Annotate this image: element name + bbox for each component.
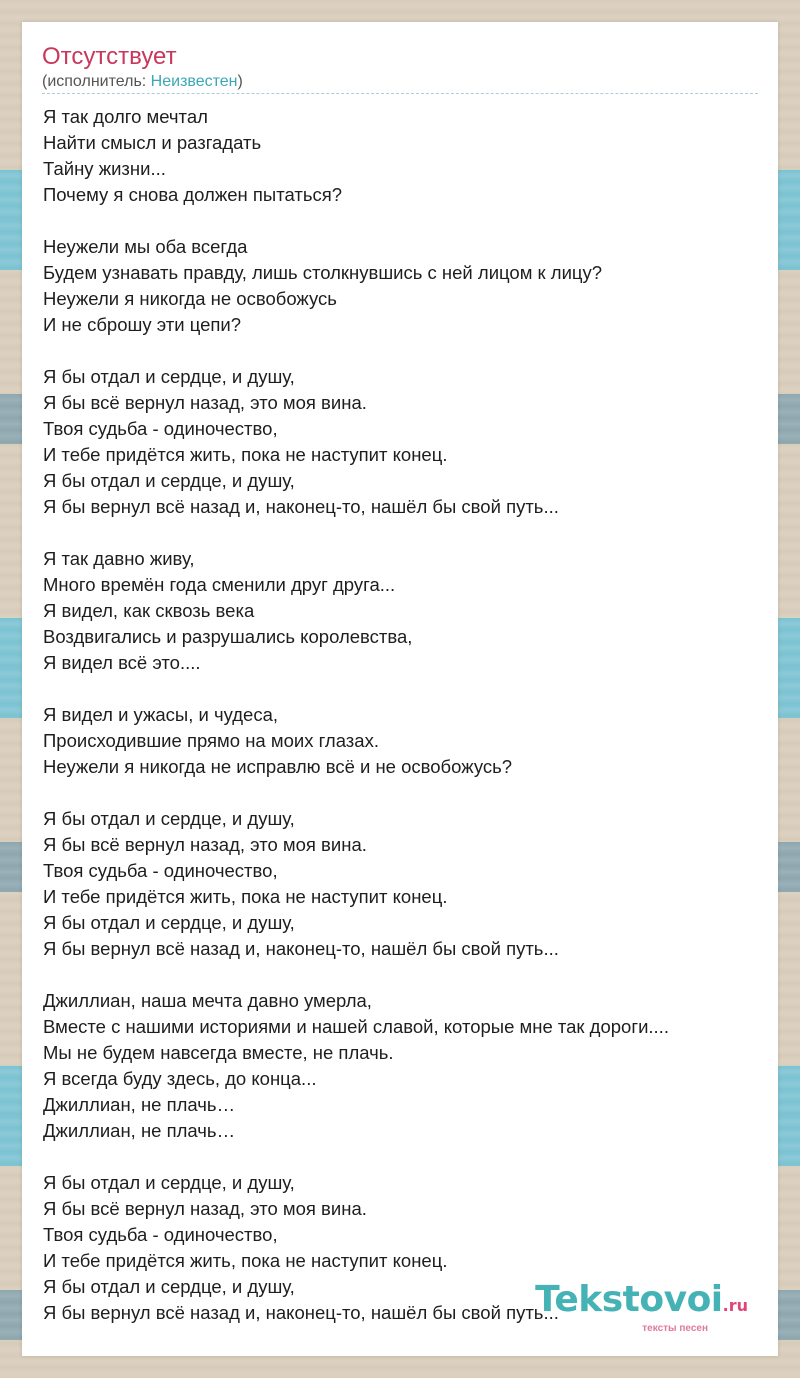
divider — [42, 93, 758, 94]
lyrics-line: Почему я снова должен пытаться? — [43, 184, 343, 205]
lyrics-stanza — [43, 988, 763, 1144]
lyrics-line: Воздвигались и разрушались королевства, — [43, 626, 413, 647]
lyrics-line: И тебе придётся жить, пока не наступит конец. — [43, 886, 448, 907]
lyrics-line: Мы не будем навсегда вместе, не плачь. — [43, 1042, 394, 1063]
artist-link[interactable]: Неизвестен — [150, 73, 238, 90]
lyrics-line: Тайну жизни... — [43, 158, 166, 179]
artist-line — [42, 72, 243, 92]
lyrics-line: Я видел, как сквозь века — [43, 600, 255, 621]
lyrics-line: И не сброшу эти цепи? — [43, 314, 242, 335]
lyrics-line: Я бы всё вернул назад, это моя вина. — [43, 1198, 367, 1219]
lyrics-line: И тебе придётся жить, пока не наступит конец. — [43, 444, 448, 465]
lyrics-line: Много времён года сменили друг друга... — [43, 574, 396, 595]
lyrics-stanza — [43, 702, 763, 780]
lyrics-line: Неужели я никогда не исправлю всё и не освобожусь? — [43, 756, 513, 777]
site-logo[interactable] — [535, 1279, 748, 1334]
lyrics-stanza — [43, 546, 763, 676]
song-title: Отсутствует — [42, 43, 177, 70]
lyrics-line: Я бы всё вернул назад, это моя вина. — [43, 834, 367, 855]
lyrics-stanza — [43, 104, 763, 208]
lyrics-line: Я видел всё это.... — [43, 652, 201, 673]
lyrics-line: Я так давно живу, — [43, 548, 195, 569]
artist-suffix: ) — [237, 73, 243, 90]
logo-tld: .ru — [722, 1296, 748, 1315]
lyrics-line: Я бы отдал и сердце, и душу, — [43, 912, 295, 933]
lyrics-line: Джиллиан, не плачь… — [43, 1120, 236, 1141]
lyrics-line: Я так долго мечтал — [43, 106, 208, 127]
logo-name: Tekstovoi — [535, 1279, 723, 1320]
artist-prefix: (исполнитель: — [42, 73, 151, 90]
lyrics-body — [43, 104, 763, 1352]
lyrics-line: Джиллиан, не плачь… — [43, 1094, 236, 1115]
lyrics-stanza — [43, 806, 763, 962]
lyrics-line: Я бы вернул всё назад и, наконец-то, нашёл бы свой путь... — [43, 496, 559, 517]
logo-tagline: тексты песен — [642, 1323, 708, 1334]
lyrics-line: Твоя судьба - одиночество, — [43, 860, 278, 881]
lyrics-line: Джиллиан, наша мечта давно умерла, — [43, 990, 372, 1011]
lyrics-stanza — [43, 234, 763, 338]
lyrics-line: Твоя судьба - одиночество, — [43, 418, 278, 439]
lyrics-card — [22, 22, 778, 1356]
lyrics-stanza — [43, 364, 763, 520]
lyrics-line: Я бы отдал и сердце, и душу, — [43, 1276, 295, 1297]
lyrics-line: Я всегда буду здесь, до конца... — [43, 1068, 317, 1089]
lyrics-line: Я бы отдал и сердце, и душу, — [43, 470, 295, 491]
lyrics-line: Вместе с нашими историями и нашей славой, которые мне так дороги.... — [43, 1016, 669, 1037]
lyrics-line: Твоя судьба - одиночество, — [43, 1224, 278, 1245]
lyrics-line: Найти смысл и разгадать — [43, 132, 262, 153]
logo-wordmark — [535, 1279, 748, 1324]
lyrics-line: Неужели мы оба всегда — [43, 236, 248, 257]
lyrics-line: Будем узнавать правду, лишь столкнувшись с ней лицом к лицу? — [43, 262, 603, 283]
lyrics-line: И тебе придётся жить, пока не наступит конец. — [43, 1250, 448, 1271]
lyrics-line: Я бы отдал и сердце, и душу, — [43, 1172, 295, 1193]
lyrics-line: Неужели я никогда не освобожусь — [43, 288, 337, 309]
lyrics-line: Я бы всё вернул назад, это моя вина. — [43, 392, 367, 413]
lyrics-line: Я видел и ужасы, и чудеса, — [43, 704, 278, 725]
lyrics-line: Я бы отдал и сердце, и душу, — [43, 366, 295, 387]
lyrics-line: Происходившие прямо на моих глазах. — [43, 730, 379, 751]
lyrics-line: Я бы вернул всё назад и, наконец-то, нашёл бы свой путь... — [43, 1302, 559, 1323]
lyrics-line: Я бы вернул всё назад и, наконец-то, нашёл бы свой путь... — [43, 938, 559, 959]
lyrics-line: Я бы отдал и сердце, и душу, — [43, 808, 295, 829]
